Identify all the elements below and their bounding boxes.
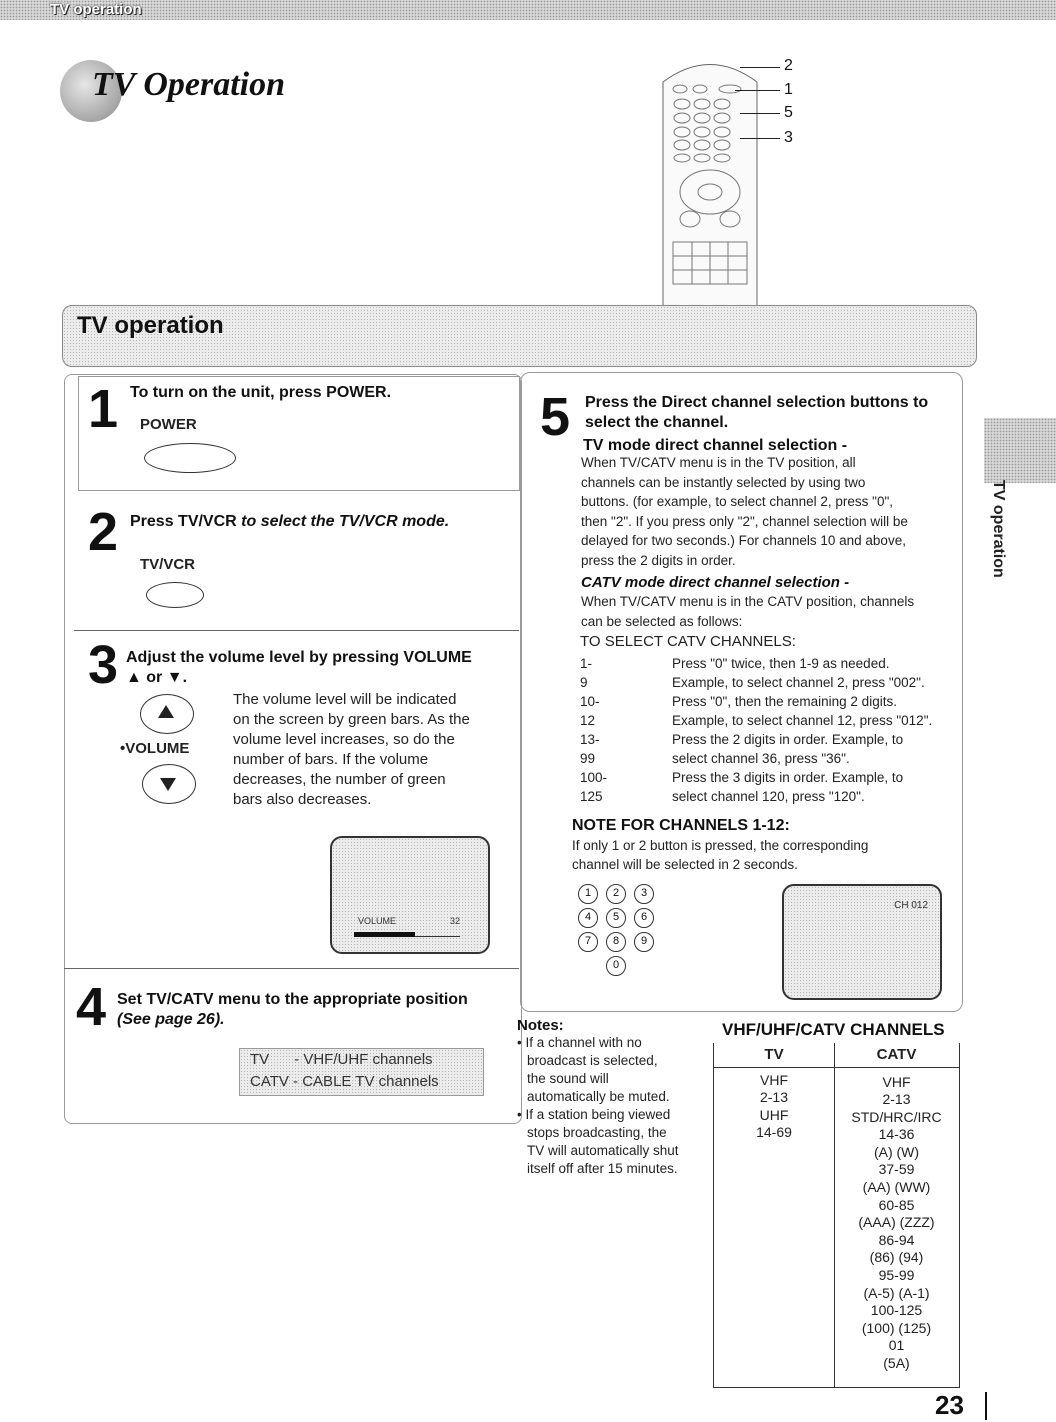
page-number-bar: [985, 1392, 987, 1420]
volume-down-button[interactable]: [142, 764, 196, 804]
header-tab-label: TV operation: [50, 1, 142, 18]
catv-cell: 01: [888, 1337, 905, 1354]
step-5-heading-line: Press the Direct channel selection buttons to: [585, 394, 929, 411]
catv-mode-heading: CATV mode direct channel selection -: [581, 574, 850, 591]
step-3-desc-line: volume level increases, so do the: [233, 731, 455, 748]
tv-mode-line: buttons. (for example, to select channel 2, press "0",: [581, 494, 893, 509]
step-2-text-b: to select the TV/VCR mode.: [241, 513, 450, 530]
catv-cell: 37-59: [878, 1161, 915, 1178]
catv-cell: (AAA) (ZZZ): [858, 1214, 935, 1231]
step-4-number: 4: [76, 977, 107, 1037]
note-item-line: the sound will: [527, 1071, 609, 1086]
note-heading: NOTE FOR CHANNELS 1-12:: [572, 817, 790, 834]
tv-mode-body: [581, 453, 908, 570]
range-line: select channel 120, press "120".: [672, 789, 865, 804]
step-4-text-line2: (See page 26).: [117, 1011, 225, 1028]
range-line: Example, to select channel 12, press "012".: [672, 713, 933, 728]
menu-option-catv: CATV - CABLE TV channels: [250, 1073, 439, 1090]
volume-osd-label: VOLUME: [358, 916, 397, 926]
note-item-line: TV will automatically shut: [527, 1143, 679, 1158]
step-1-text: To turn on the unit, press POWER.: [130, 384, 392, 401]
catv-cell: STD/HRC/IRC: [851, 1108, 942, 1125]
note-line: channel will be selected in 2 seconds.: [572, 857, 798, 872]
range-label: 10-12: [580, 694, 600, 728]
catv-cell: VHF: [882, 1073, 911, 1090]
step-3-desc-line: bars also decreases.: [233, 791, 372, 808]
note-item: [517, 1034, 679, 1106]
digit-8-button[interactable]: 8: [606, 932, 626, 952]
title-circle-letters: TV: [92, 66, 135, 103]
note-item-line: • If a channel with no: [517, 1035, 642, 1050]
tv-mode-line: delayed for two seconds.) For channels 10 and above,: [581, 533, 906, 548]
section-title: TV operation: [77, 312, 224, 339]
digit-9-button[interactable]: 9: [634, 932, 654, 952]
note-item-line: itself off after 15 minutes.: [527, 1161, 678, 1176]
tv-mode-line: channels can be instantly selected by using two: [581, 474, 866, 490]
to-select-heading: TO SELECT CATV CHANNELS:: [580, 633, 796, 650]
catv-mode-line: can be selected as follows:: [581, 613, 743, 629]
step-3-desc-line: decreases, the number of green: [233, 771, 446, 788]
col-tv: TV: [714, 1043, 834, 1067]
tv-cell: UHF: [759, 1106, 789, 1123]
digit-2-button[interactable]: 2: [606, 884, 626, 904]
range-line: Example, to select channel 2, press "002".: [672, 675, 925, 690]
callout-line-1: [735, 90, 780, 91]
step-divider-2-3: [74, 630, 519, 631]
callout-3: 3: [784, 129, 793, 146]
down-triangle-icon: [142, 764, 196, 804]
tvcatv-menu: [239, 1048, 484, 1096]
catv-cell: 2-13: [882, 1091, 911, 1108]
step-1-number: 1: [88, 379, 119, 439]
notes-heading: Notes:: [517, 1017, 564, 1034]
catv-cell: 95-99: [878, 1267, 915, 1284]
notes-list: [517, 1034, 679, 1178]
volume-button-label: •VOLUME: [120, 740, 190, 757]
digit-3-button[interactable]: 3: [634, 884, 654, 904]
catv-cell: 14-36: [878, 1126, 915, 1143]
tv-cell: VHF: [760, 1071, 788, 1088]
step-3-desc-line: on the screen by green bars. As the: [233, 711, 470, 728]
tv-mode-line: When TV/CATV menu is in the TV position, all: [581, 455, 856, 470]
catv-cell: (86) (94): [869, 1249, 924, 1266]
step-3-number: 3: [88, 635, 119, 695]
catv-mode-body: [581, 592, 914, 631]
catv-cell: 100-125: [870, 1302, 923, 1319]
callout-line-3: [740, 138, 780, 139]
title-text: Operation: [143, 66, 286, 103]
page-number: 23: [935, 1390, 964, 1420]
channels-table: [714, 1043, 959, 1373]
up-triangle-icon: [140, 694, 194, 734]
range-line: Press "0", then the remaining 2 digits.: [672, 694, 897, 709]
tv-mode-line: then "2". If you press only "2", channel selection will be: [581, 513, 908, 529]
tv-mode-heading: TV mode direct channel selection -: [583, 437, 848, 454]
range-line: Press the 2 digits in order. Example, to: [672, 732, 904, 747]
digit-4-button[interactable]: 4: [578, 908, 598, 928]
note-item-line: automatically be muted.: [527, 1089, 670, 1104]
note-item-line: broadcast is selected,: [527, 1053, 658, 1068]
channels-title: VHF/UHF/CATV CHANNELS: [722, 1020, 945, 1039]
section-banner: [62, 305, 977, 367]
side-tab-text: [985, 480, 1011, 590]
callout-2: 2: [784, 57, 793, 74]
catv-cell: (100) (125): [861, 1319, 932, 1336]
digit-1-button[interactable]: 1: [578, 884, 598, 904]
catv-cell: (A) (W): [873, 1143, 920, 1160]
header-bar: [0, 0, 1056, 20]
step-2-number: 2: [88, 502, 119, 562]
step-3-text-line1: Adjust the volume level by pressing VOLUME: [126, 649, 472, 666]
col-catv: CATV: [834, 1043, 959, 1067]
digit-0-button[interactable]: 0: [606, 956, 626, 976]
callout-1: 1: [784, 81, 793, 98]
range-label: 100-125: [580, 770, 608, 804]
callout-5: 5: [784, 104, 793, 121]
catv-cell: 60-85: [878, 1196, 915, 1213]
note-line: If only 1 or 2 button is pressed, the corresponding: [572, 838, 869, 853]
catv-cell: (A-5) (A-1): [863, 1284, 930, 1301]
channel-osd-screen: [782, 884, 942, 1000]
range-line: select channel 36, press "36".: [672, 751, 850, 766]
range-label: 1-9: [580, 656, 593, 690]
catv-cell: (AA) (WW): [862, 1179, 931, 1196]
range-line: Press "0" twice, then 1-9 as needed.: [672, 656, 890, 671]
note-body: [572, 836, 868, 874]
menu-option-tv: TV - VHF/UHF channels: [250, 1051, 433, 1068]
step-divider-3-4: [64, 968, 519, 969]
volume-osd-value: 32: [450, 916, 461, 926]
digit-5-button[interactable]: 5: [606, 908, 626, 928]
volume-bar-fill: [354, 932, 415, 937]
tvvcr-button[interactable]: [146, 582, 204, 608]
volume-osd-screen: [330, 836, 490, 954]
range-line: Press the 3 digits in order. Example, to: [672, 770, 904, 785]
channel-osd-text: CH 012: [894, 900, 928, 911]
range-label: 13-99: [580, 732, 600, 766]
page-title: [92, 66, 285, 104]
digit-6-button[interactable]: 6: [634, 908, 654, 928]
digit-7-button[interactable]: 7: [578, 932, 598, 952]
catv-cell: 86-94: [878, 1231, 915, 1248]
volume-up-button[interactable]: [140, 694, 194, 734]
power-button[interactable]: [144, 443, 236, 473]
step-5-heading-line: select the channel.: [585, 414, 729, 431]
step-4-text-line1: Set TV/CATV menu to the appropriate position: [117, 991, 468, 1008]
note-item: [517, 1106, 679, 1178]
channels-table-frame: [713, 1043, 960, 1388]
number-keypad: [578, 884, 688, 984]
catv-mode-line: When TV/CATV menu is in the CATV position, channels: [581, 594, 915, 609]
note-item-line: stops broadcasting, the: [527, 1125, 667, 1140]
callout-line-5: [740, 113, 780, 114]
side-tab-label: TV operation: [990, 480, 1007, 578]
callout-line-2: [740, 67, 780, 68]
step-3-desc-line: The volume level will be indicated: [233, 691, 457, 708]
power-button-label: POWER: [140, 416, 197, 433]
note-item-line: • If a station being viewed: [517, 1107, 671, 1122]
side-tab: [984, 418, 1056, 483]
tv-mode-line: press the 2 digits in order.: [581, 552, 736, 568]
channels-col-divider: [834, 1043, 835, 1387]
step-3-desc-line: number of bars. If the volume: [233, 751, 429, 768]
tvvcr-button-label: TV/VCR: [140, 556, 196, 573]
catv-cell: (5A): [883, 1355, 910, 1371]
step-2-text: [130, 512, 449, 532]
step-5-heading: [585, 393, 928, 433]
step-3-description: [233, 690, 470, 810]
tv-cell: 2-13: [759, 1089, 789, 1106]
volume-bar-track: [354, 932, 460, 937]
step-5-number: 5: [540, 387, 571, 447]
step-2-text-a: Press TV/VCR: [130, 513, 242, 530]
step-3-text-line2: ▲ or ▼.: [126, 669, 188, 686]
tv-cell: 14-69: [756, 1124, 792, 1141]
